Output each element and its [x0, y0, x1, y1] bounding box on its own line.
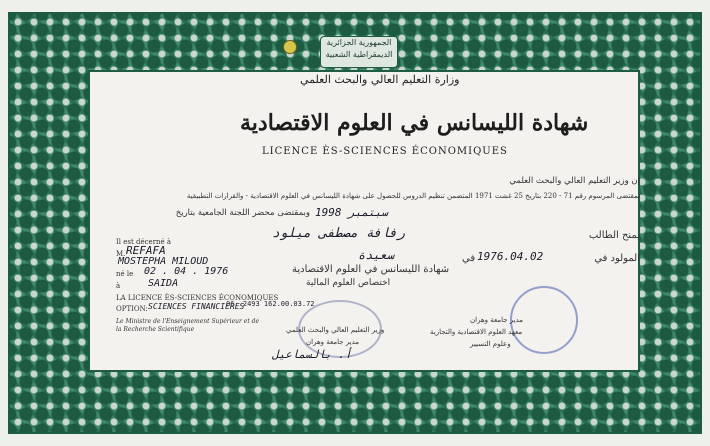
name-fr-2: MOSTEPHA MILOUD	[118, 256, 209, 267]
birth-place-arabic: سعيدة	[358, 248, 395, 262]
name-arabic-handwritten: رفافة مصطفى ميلود	[272, 226, 406, 241]
right-sign-line1: مدير جامعة وهران	[470, 316, 524, 324]
signature-handwritten: أ. بالسماعيل	[272, 348, 352, 361]
right-sign-line2: معهد العلوم الاقتصادية والتجارية	[430, 328, 523, 336]
m-label: M.	[116, 250, 126, 258]
crest-emblem-icon	[283, 40, 297, 54]
session-handwritten: سبتمبر 1998	[315, 206, 388, 219]
specialty-arabic: اختصاص العلوم المالية	[306, 278, 391, 288]
born-fr-label: né le	[116, 270, 134, 278]
crest-line2: الديمقراطية الشعبية	[325, 50, 393, 59]
title-french: LICENCE ÈS-SCIENCES ÉCONOMIQUES	[262, 146, 508, 157]
a-label: à	[116, 282, 121, 290]
minister-line: إن وزير التعليم العالي والبحث العلمي	[509, 176, 640, 186]
grant-label: يمنح الطالب	[588, 230, 640, 241]
birth-date-arabic: 1976.04.02	[477, 250, 544, 263]
committee-line: وبمقتضى محضر اللجنة الجامعية بتاريخ	[175, 208, 310, 218]
option-handwritten: SCIENCES FINANCIERES	[148, 302, 245, 311]
option-label: OPTION:	[116, 305, 148, 313]
minister-fr: Le Ministre de l'Enseignement Supérieur et de la Recherche Scientifique	[116, 318, 260, 333]
decree-line: بمقتضى المرسوم رقم 71 - 220 بتاريخ 25 غشت 1971 المتضمن تنظيم الدروس للحصول على شهادة الليسانس في العلوم الاقتصادية - والقرارات التطبيقية	[186, 192, 640, 200]
born-label: المولود في	[594, 253, 640, 264]
confers-label: Il est décerné à	[116, 238, 172, 246]
left-sign-line2: مدير جامعة وهران	[306, 338, 360, 346]
right-sign-line3: وعلوم التسيير	[470, 340, 511, 348]
birth-place-fr: SAIDA	[148, 278, 179, 289]
title-arabic: شهادة الليسانس في العلوم الاقتصادية	[240, 110, 589, 136]
crest-banner	[320, 36, 398, 68]
ministry-arabic: وزارة التعليم العالي والبحث العلمي	[300, 73, 460, 86]
left-sign-line1: وزير التعليم العالي والبحث العلمي	[286, 326, 385, 334]
name-fr-1: REFAFA	[126, 244, 166, 257]
birth-date-fr: 02 . 04 . 1976	[144, 266, 229, 277]
licence-label: LA LICENCE ÈS-SCIENCES ÉCONOMIQUES	[116, 294, 279, 302]
registration-number: 06. 2493 162.00.03.72	[226, 300, 315, 308]
degree-arabic: شهادة الليسانس في العلوم الاقتصادية	[292, 264, 450, 275]
at-label: في	[462, 253, 476, 264]
crest-line1: الجمهورية الجزائرية	[326, 38, 392, 47]
